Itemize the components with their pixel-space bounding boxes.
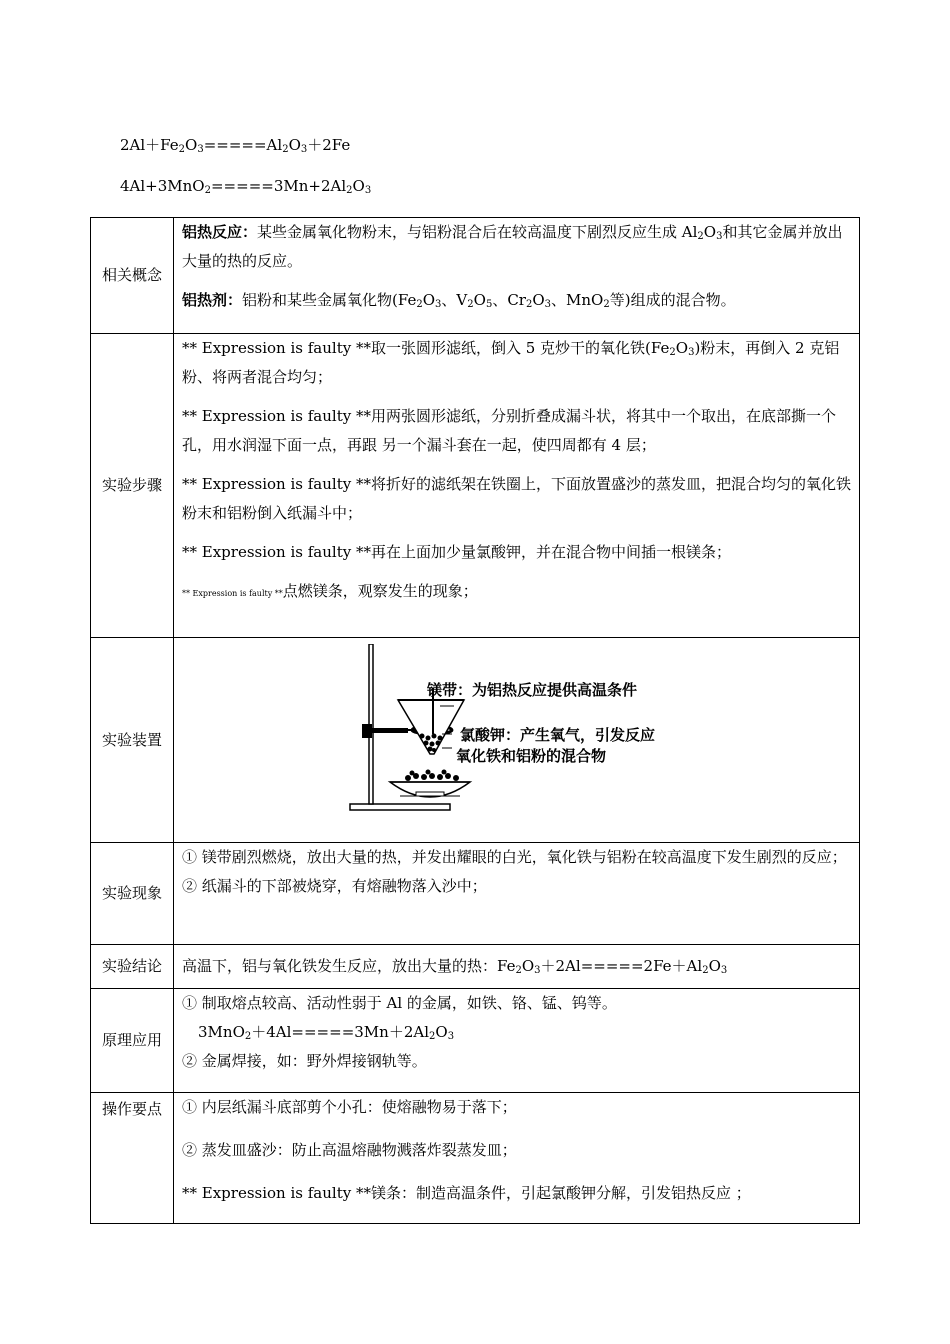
- phenomenon-1: ① 镁带剧烈燃烧，放出大量的热，并发出耀眼的白光，氧化铁与铝粉在较高温度下发生剧烈的反应；: [182, 848, 847, 866]
- apparatus-diagram: [174, 638, 854, 842]
- conclusion-content: 高温下，铝与氧化铁发生反应，放出大量的热：$Fe_2O_3+2Al=====2Fe+Al_2O_3$: [174, 945, 860, 989]
- row-label-concept: 相关概念: [91, 218, 174, 334]
- apparatus-cell: [174, 638, 860, 843]
- application-content: [174, 989, 860, 1093]
- step-5: ** Expression is faulty **点燃镁条，观察发生的现象；: [182, 582, 478, 600]
- row-keypoints: [91, 1093, 860, 1224]
- step-1: ** Expression is faulty **取一张圆形滤纸，倒入 5 克炒干的氧化铁$(Fe_2O_3)$粉末，再倒入 2 克铝粉、将两者混合均匀；: [182, 339, 840, 386]
- keypoint-2: ② 蒸发皿盛沙：防止高温熔融物溅落炸裂蒸发皿；: [182, 1141, 517, 1159]
- concept-thermite-agent: 铝热剂：铝粉和某些金属氧化物($Fe_2O_3$、$V_2O_5$、$Cr_2O_3$、MnO$_2$等)组成的混合物。: [182, 291, 736, 310]
- row-apparatus: [91, 638, 860, 843]
- phenomenon-2: ② 纸漏斗的下部被烧穿，有熔融物落入沙中；: [182, 877, 487, 895]
- row-concept: [91, 218, 860, 334]
- row-label-keypoints: 操作要点: [91, 1093, 174, 1224]
- step-3: ** Expression is faulty **将折好的滤纸架在铁圈上，下面放置盛沙的蒸发皿，把混合均匀的氧化铁粉末和铝粉倒入纸漏斗中；: [182, 475, 851, 522]
- annotation-magnesium-ribbon: 镁带：为铝热反应提供高温条件: [427, 681, 638, 699]
- equation-al-fe2o3: $2Al+Fe_2O_3=====Al_2O_3+2Fe$: [120, 136, 351, 155]
- row-steps: [91, 334, 860, 638]
- keypoint-3: ** Expression is faulty **镁条：制造高温条件，引起氯酸钾分解，引发铝热反应 ；: [182, 1184, 751, 1202]
- row-label-conclusion: 实验结论: [91, 945, 174, 989]
- row-phenomenon: [91, 843, 860, 945]
- application-2: ② 金属焊接，如：野外焊接钢轨等。: [182, 1052, 427, 1070]
- row-label-phenomenon: 实验现象: [91, 843, 174, 945]
- row-label-application: 原理应用: [91, 989, 174, 1093]
- phenomenon-content: [174, 843, 860, 945]
- row-label-steps: 实验步骤: [91, 334, 174, 638]
- application-equation: $3MnO_2+4Al=====3Mn+2Al_2O_3$: [198, 1023, 455, 1042]
- steps-content: [174, 334, 860, 638]
- concept-content: [174, 218, 860, 334]
- row-application: [91, 989, 860, 1093]
- keypoint-1: ① 内层纸漏斗底部剪个小孔：使熔融物易于落下；: [182, 1098, 517, 1116]
- keypoints-content: [174, 1093, 860, 1224]
- annotation-potassium-chlorate: 氯酸钾：产生氧气，引发反应: [460, 726, 656, 744]
- equation-al-mno2: $4Al+3MnO_2=====3Mn+2Al_2O_3$: [120, 177, 372, 196]
- step-2: ** Expression is faulty **用两张圆形滤纸，分别折叠成漏斗状，将其中一个取出，在底部撕一个孔，用水润湿下面一点，再跟 另一个漏斗套在一起，使四周都有 4 层；: [182, 407, 836, 454]
- row-conclusion: [91, 945, 860, 989]
- annotation-mixture: 氧化铁和铝粉的混合物: [456, 747, 607, 765]
- step-4: ** Expression is faulty **再在上面加少量氯酸钾，并在混合物中间插一根镁条；: [182, 543, 731, 561]
- concept-thermite-reaction: 铝热反应：某些金属氧化物粉末，与铝粉混合后在较高温度下剧烈反应生成 $Al_2O_3$和其它金属并放出大量的热的反应。: [182, 223, 843, 270]
- thermite-table: [90, 217, 860, 1224]
- row-label-apparatus: 实验装置: [91, 638, 174, 843]
- application-1: ① 制取熔点较高、活动性弱于 Al 的金属，如铁、铬、锰、钨等。: [182, 994, 617, 1012]
